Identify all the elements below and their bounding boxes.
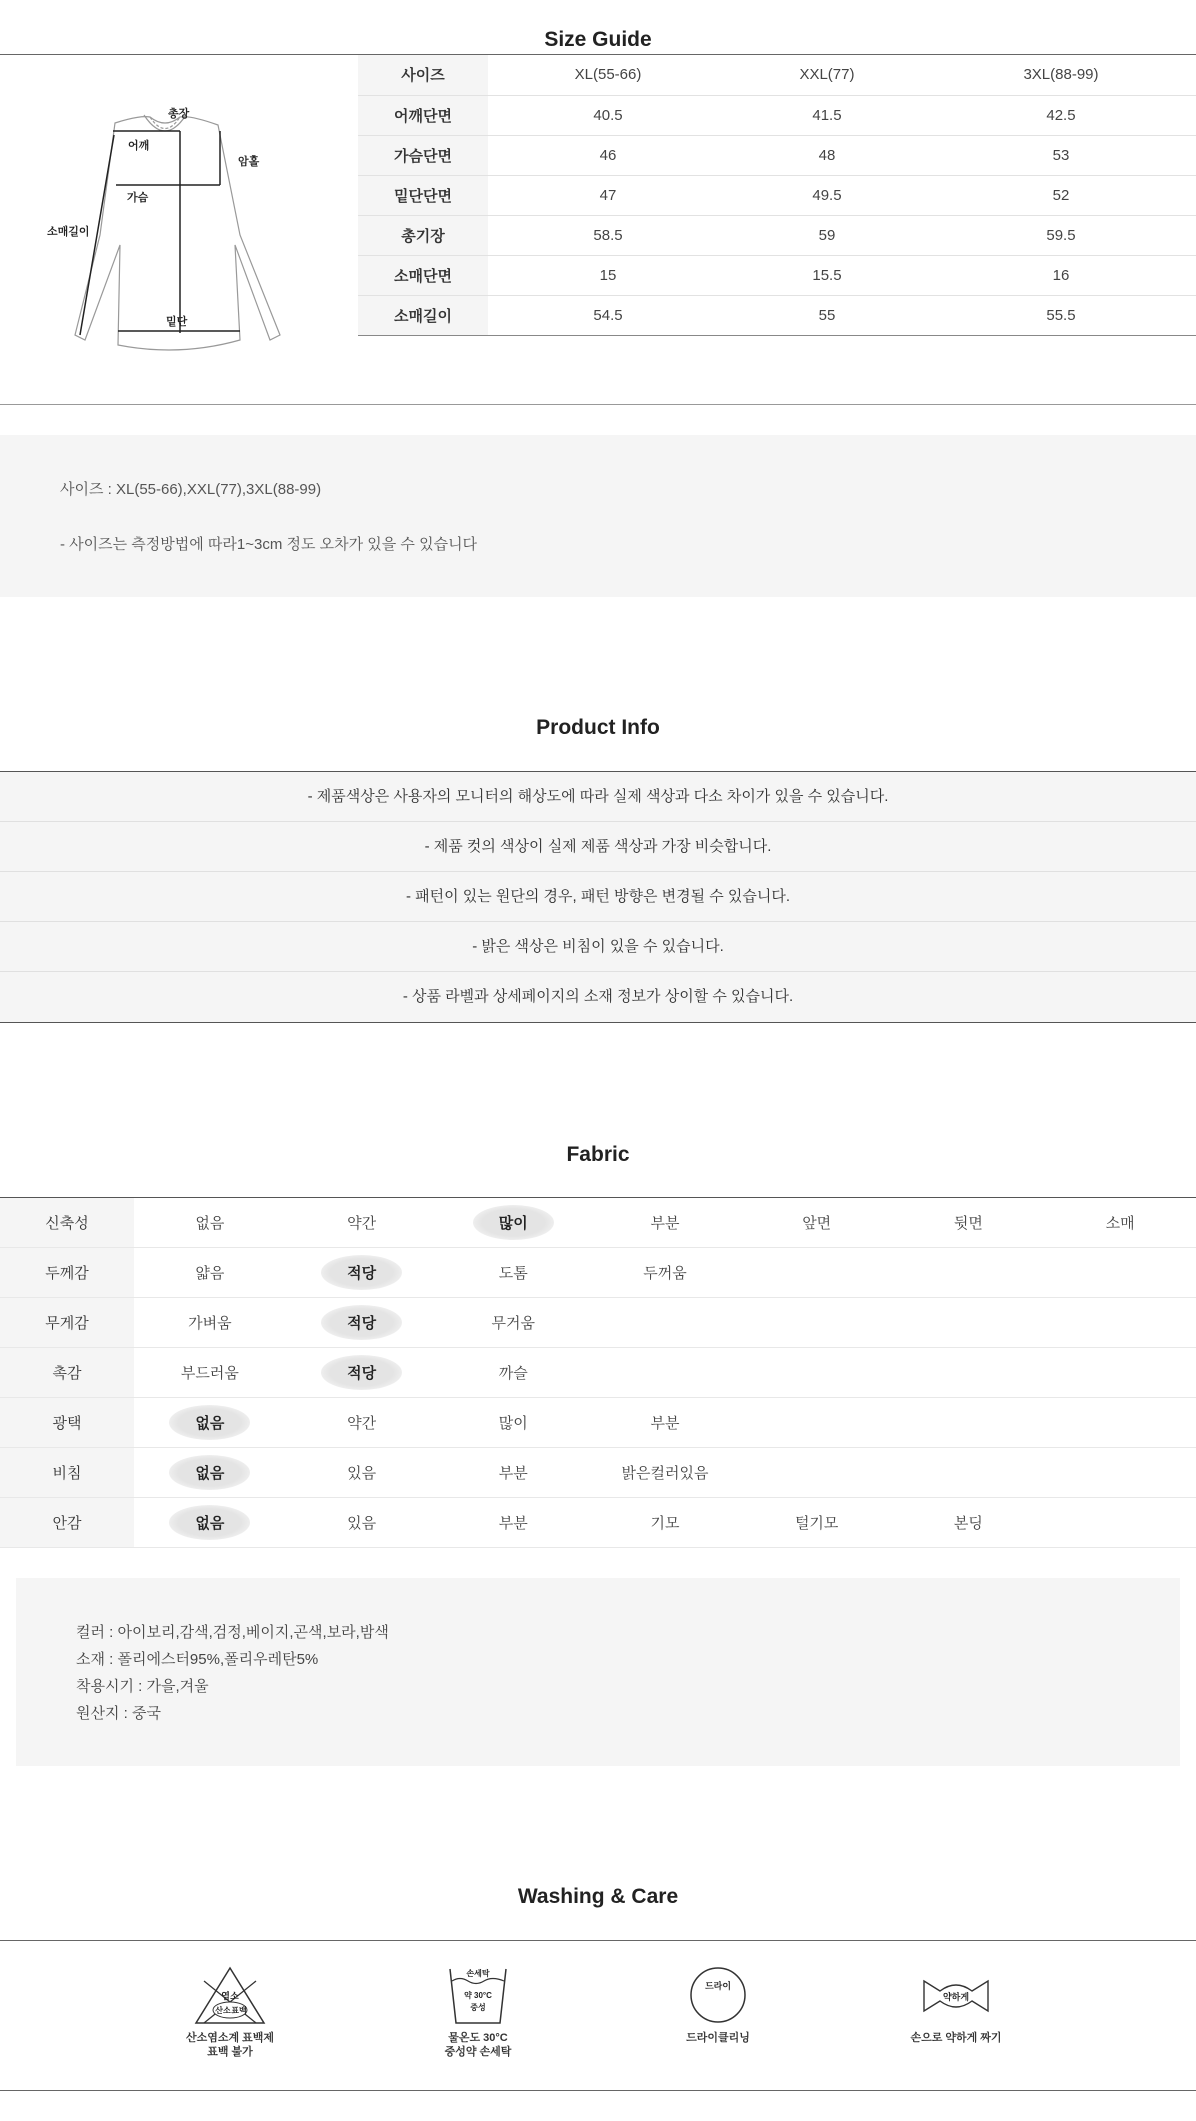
- fabric-row: [0, 1248, 1196, 1298]
- size-cell: 58.5: [488, 215, 728, 255]
- size-row-label: 어깨단면: [358, 95, 488, 135]
- fabric-row: [0, 1448, 1196, 1498]
- fabric-option-cell: [589, 1298, 741, 1348]
- fabric-option-cell: [741, 1198, 893, 1248]
- fabric-option: 가벼움: [188, 1315, 232, 1332]
- fabric-row: [0, 1198, 1196, 1248]
- fabric-option-cell: [1044, 1248, 1196, 1298]
- divider: [0, 1940, 1196, 1941]
- size-cell: 47: [488, 175, 728, 215]
- size-cell: 59: [728, 215, 926, 255]
- fabric-option-cell: [286, 1248, 438, 1298]
- fabric-option-selected: 적당: [321, 1255, 402, 1290]
- fabric-row: [0, 1398, 1196, 1448]
- fabric-option: 무거움: [491, 1315, 536, 1332]
- svg-text:염소: 염소: [221, 1991, 239, 2001]
- fabric-option: 본딩: [953, 1515, 983, 1532]
- fabric-option: 약간: [347, 1415, 377, 1432]
- size-row-label: 소매단면: [358, 255, 488, 295]
- fabric-option-cell: [589, 1448, 741, 1498]
- fabric-option-cell: [286, 1498, 438, 1548]
- product-info-item: - 밝은 색상은 비침이 있을 수 있습니다.: [0, 922, 1196, 972]
- size-table: [358, 55, 1196, 336]
- size-table-header: [358, 55, 1196, 95]
- fabric-option: 소매: [1105, 1215, 1135, 1232]
- label-sleeve-length: 소매길이: [47, 226, 90, 238]
- fabric-option-cell: [437, 1498, 589, 1548]
- size-row-label: 가슴단면: [358, 135, 488, 175]
- fabric-row-label: 광택: [0, 1398, 134, 1448]
- fabric-option-cell: [134, 1198, 286, 1248]
- label-chest: 가슴: [127, 192, 149, 204]
- fabric-option: 부분: [498, 1465, 528, 1482]
- fabric-option: 부분: [650, 1215, 680, 1232]
- size-table-row: [358, 255, 1196, 295]
- fabric-option-selected: 적당: [321, 1355, 402, 1390]
- label-hem: 밑단: [166, 316, 188, 328]
- size-cell: 52: [926, 175, 1196, 215]
- fabric-option: 있음: [347, 1465, 377, 1482]
- size-table-row: [358, 215, 1196, 255]
- wash-item-gentle-wring: [866, 1965, 1046, 2045]
- fabric-option-cell: [893, 1348, 1045, 1398]
- fabric-option-cell: [1044, 1498, 1196, 1548]
- fabric-option: 털기모: [794, 1515, 839, 1532]
- fabric-option-cell: [1044, 1398, 1196, 1448]
- svg-text:중성: 중성: [470, 2003, 486, 2012]
- fabric-option-selected: 많이: [473, 1205, 554, 1240]
- fabric-option-cell: [1044, 1348, 1196, 1398]
- fabric-option-cell: [589, 1498, 741, 1548]
- fabric-option-cell: [741, 1498, 893, 1548]
- fabric-option-cell: [741, 1448, 893, 1498]
- fabric-option-cell: [589, 1248, 741, 1298]
- fabric-color: 컬러 : 아이보리,감색,검정,베이지,곤색,보라,밤색: [76, 1624, 389, 1641]
- fabric-row-label: 무게감: [0, 1298, 134, 1348]
- size-row-label: 사이즈: [358, 55, 488, 95]
- label-armhole: 암홀: [238, 156, 260, 168]
- fabric-option-cell: [286, 1298, 438, 1348]
- fabric-option-cell: [134, 1448, 286, 1498]
- wash-item-no-bleach: [140, 1965, 320, 2059]
- fabric-option-selected: 없음: [169, 1505, 250, 1540]
- fabric-option-cell: [589, 1348, 741, 1398]
- svg-text:산소: 산소: [215, 2006, 231, 2015]
- fabric-option-cell: [741, 1248, 893, 1298]
- washing-care-title: Washing & Care: [517, 1885, 679, 1908]
- size-note-tolerance: - 사이즈는 측정방법에 따라1~3cm 정도 오차가 있을 수 있습니다: [60, 536, 478, 553]
- label-length: 총장: [168, 108, 190, 120]
- fabric-option-cell: [286, 1448, 438, 1498]
- svg-text:드라이: 드라이: [704, 1981, 732, 1991]
- size-table-row: [358, 175, 1196, 215]
- fabric-option-cell: [589, 1198, 741, 1248]
- size-cell: 54.5: [488, 295, 728, 335]
- fabric-option: 뒷면: [953, 1215, 983, 1232]
- fabric-option-cell: [134, 1398, 286, 1448]
- size-cell: 49.5: [728, 175, 926, 215]
- fabric-row: [0, 1498, 1196, 1548]
- fabric-option-selected: 없음: [169, 1455, 250, 1490]
- fabric-option: 많이: [498, 1415, 528, 1432]
- fabric-origin: 원산지 : 중국: [76, 1705, 161, 1722]
- size-table-row: [358, 95, 1196, 135]
- fabric-option-cell: [437, 1348, 589, 1398]
- size-guide-title: Size Guide: [544, 28, 652, 51]
- fabric-option-cell: [286, 1348, 438, 1398]
- fabric-option-cell: [437, 1248, 589, 1298]
- fabric-material: 소재 : 폴리에스터95%,폴리우레탄5%: [76, 1651, 319, 1668]
- fabric-option-cell: [741, 1398, 893, 1448]
- fabric-option: 약간: [347, 1215, 377, 1232]
- fabric-title: Fabric: [566, 1143, 630, 1166]
- product-info-item: - 제품색상은 사용자의 모니터의 해상도에 따라 실제 색상과 다소 차이가 있을 수 있습니다.: [0, 772, 1196, 822]
- size-cell: 42.5: [926, 95, 1196, 135]
- fabric-option: 앞면: [802, 1215, 832, 1232]
- size-cell: 55: [728, 295, 926, 335]
- fabric-row-label: 안감: [0, 1498, 134, 1548]
- size-cell: 15: [488, 255, 728, 295]
- fabric-option-cell: [1044, 1198, 1196, 1248]
- fabric-option-cell: [741, 1348, 893, 1398]
- product-info-item: - 패턴이 있는 원단의 경우, 패턴 방향은 변경될 수 있습니다.: [0, 872, 1196, 922]
- fabric-option-cell: [437, 1198, 589, 1248]
- fabric-option-cell: [893, 1498, 1045, 1548]
- product-info-title: Product Info: [536, 716, 660, 739]
- size-note-sizes: 사이즈 : XL(55-66),XXL(77),3XL(88-99): [60, 481, 322, 498]
- fabric-option-cell: [437, 1298, 589, 1348]
- svg-text:표백: 표백: [231, 2006, 247, 2015]
- fabric-option-cell: [134, 1298, 286, 1348]
- fabric-season: 착용시기 : 가을,겨울: [76, 1678, 209, 1695]
- wash-item-dry-clean: [628, 1965, 808, 2045]
- fabric-option-cell: [134, 1348, 286, 1398]
- fabric-option: 기모: [650, 1515, 680, 1532]
- size-row-label: 밑단단면: [358, 175, 488, 215]
- fabric-option-cell: [893, 1198, 1045, 1248]
- wash-label: 산소염소계 표백제: [185, 2032, 275, 2044]
- wash-item-hand-wash: [388, 1965, 568, 2059]
- fabric-option-selected: 없음: [169, 1405, 250, 1440]
- garment-measurement-diagram: [40, 95, 300, 365]
- svg-text:약 30°C: 약 30°C: [464, 1991, 492, 2000]
- size-cell: 41.5: [728, 95, 926, 135]
- fabric-option-cell: [286, 1398, 438, 1448]
- size-row-label: 소매길이: [358, 295, 488, 335]
- fabric-option: 밝은컬러있음: [621, 1465, 709, 1482]
- fabric-row-label: 촉감: [0, 1348, 134, 1398]
- fabric-option: 도톰: [498, 1265, 528, 1282]
- fabric-row-label: 신축성: [0, 1198, 134, 1248]
- wash-label: 표백 불가: [207, 2046, 253, 2058]
- size-cell: 40.5: [488, 95, 728, 135]
- product-info-list: [0, 771, 1196, 1023]
- size-cell: 3XL(88-99): [926, 55, 1196, 95]
- size-cell: 53: [926, 135, 1196, 175]
- size-cell: 59.5: [926, 215, 1196, 255]
- fabric-option: 부분: [498, 1515, 528, 1532]
- size-cell: 48: [728, 135, 926, 175]
- label-shoulder: 어깨: [128, 140, 150, 152]
- fabric-option-cell: [893, 1398, 1045, 1448]
- size-note-box: [0, 435, 1196, 597]
- size-cell: 16: [926, 255, 1196, 295]
- size-row-label: 총기장: [358, 215, 488, 255]
- fabric-option-cell: [1044, 1448, 1196, 1498]
- size-cell: XL(55-66): [488, 55, 728, 95]
- size-cell: 15.5: [728, 255, 926, 295]
- fabric-option-cell: [437, 1398, 589, 1448]
- size-cell: XXL(77): [728, 55, 926, 95]
- fabric-option-selected: 적당: [321, 1305, 402, 1340]
- no-bleach-icon: [190, 1965, 270, 2027]
- fabric-row-label: 비침: [0, 1448, 134, 1498]
- fabric-option: 까슬: [498, 1365, 528, 1382]
- size-table-row: [358, 295, 1196, 335]
- divider: [0, 2090, 1196, 2091]
- fabric-option: 없음: [195, 1215, 225, 1232]
- svg-text:손세탁: 손세탁: [466, 1969, 490, 1978]
- fabric-row: [0, 1348, 1196, 1398]
- fabric-option-cell: [589, 1398, 741, 1448]
- wash-label: 드라이클리닝: [686, 2032, 750, 2044]
- fabric-option: 얇음: [195, 1265, 225, 1282]
- fabric-option: 부드러움: [180, 1365, 239, 1382]
- fabric-option: 있음: [347, 1515, 377, 1532]
- svg-text:약하게: 약하게: [942, 1992, 970, 2002]
- fabric-option-cell: [286, 1198, 438, 1248]
- wash-label: 중성약 손세탁: [444, 2046, 512, 2058]
- wash-label: 물온도 30°C: [448, 2032, 508, 2044]
- fabric-option-cell: [893, 1248, 1045, 1298]
- fabric-row-label: 두께감: [0, 1248, 134, 1298]
- fabric-option-cell: [893, 1448, 1045, 1498]
- fabric-note-box: [16, 1578, 1180, 1766]
- size-table-row: [358, 135, 1196, 175]
- fabric-option: 두꺼움: [643, 1265, 687, 1282]
- fabric-option-cell: [134, 1248, 286, 1298]
- dry-clean-icon: [678, 1965, 758, 2027]
- fabric-option: 부분: [650, 1415, 680, 1432]
- product-info-item: - 상품 라벨과 상세페이지의 소재 정보가 상이할 수 있습니다.: [0, 972, 1196, 1022]
- divider: [0, 404, 1196, 405]
- hand-wash-icon: [438, 1965, 518, 2027]
- fabric-table: [0, 1197, 1196, 1548]
- product-info-item: - 제품 컷의 색상이 실제 제품 색상과 가장 비슷합니다.: [0, 822, 1196, 872]
- fabric-option-cell: [134, 1498, 286, 1548]
- size-cell: 55.5: [926, 295, 1196, 335]
- fabric-option-cell: [1044, 1298, 1196, 1348]
- wash-label: 손으로 약하게 짜기: [910, 2032, 1002, 2044]
- size-cell: 46: [488, 135, 728, 175]
- fabric-row: [0, 1298, 1196, 1348]
- gentle-wring-icon: [916, 1965, 996, 2027]
- fabric-option-cell: [437, 1448, 589, 1498]
- fabric-option-cell: [893, 1298, 1045, 1348]
- fabric-option-cell: [741, 1298, 893, 1348]
